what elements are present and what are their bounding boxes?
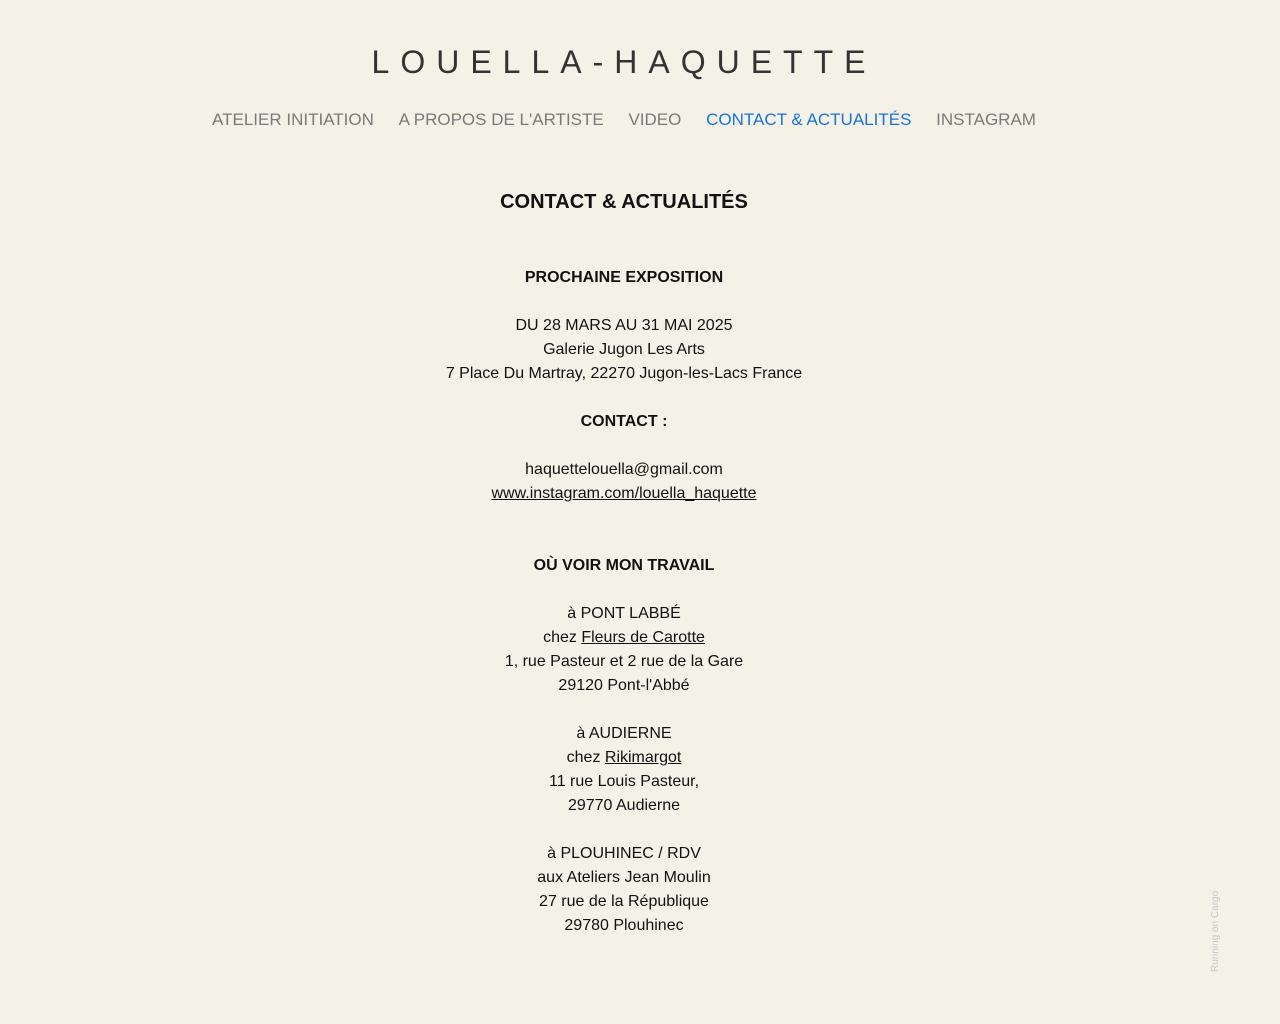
nav-item-instagram[interactable]: INSTAGRAM [936, 110, 1036, 129]
page-title: CONTACT & ACTUALITÉS [500, 191, 748, 213]
contact-title: CONTACT : [580, 413, 668, 430]
site-title[interactable]: LOUELLA-HAQUETTE [371, 44, 877, 80]
nav-item-a-propos[interactable]: A PROPOS DE L'ARTISTE [398, 110, 604, 129]
location-place: à PLOUHINEC / RDV [547, 845, 701, 862]
location-city: 29780 Plouhinec [564, 917, 684, 934]
exhibition-title: PROCHAINE EXPOSITION [524, 269, 724, 286]
running-on-cargo-badge[interactable]: Running on Cargo [1210, 890, 1221, 972]
location-street: 11 rue Louis Pasteur, [548, 773, 700, 790]
location-city: 29120 Pont-l'Abbé [558, 677, 690, 694]
location-prefix: chez [566, 749, 605, 766]
exhibition-venue: Galerie Jugon Les Arts [543, 341, 705, 358]
instagram-link[interactable]: www.instagram.com/louella_haquette [491, 485, 757, 502]
location-place: à AUDIERNE [576, 725, 672, 742]
main-nav [0, 108, 1248, 132]
nav-item-video[interactable]: VIDEO [628, 110, 682, 129]
location-prefix: chez [543, 629, 582, 646]
shop-link-rikimargot[interactable]: Rikimargot [604, 749, 682, 766]
location-shop-line [0, 626, 1248, 650]
location-city: 29770 Audierne [567, 797, 681, 814]
nav-item-atelier-initiation[interactable]: ATELIER INITIATION [212, 110, 374, 129]
exhibition-dates: DU 28 MARS AU 31 MAI 2025 [515, 317, 733, 334]
nav-item-contact[interactable]: CONTACT & ACTUALITÉS [706, 110, 912, 129]
location-place: à PONT LABBÉ [567, 605, 681, 622]
location-venue: aux Ateliers Jean Moulin [537, 869, 711, 886]
location-street: 27 rue de la République [539, 893, 709, 910]
main-content [0, 186, 1248, 938]
location-shop-line [0, 746, 1248, 770]
exhibition-address: 7 Place Du Martray, 22270 Jugon-les-Lacs France [445, 365, 803, 382]
location-street: 1, rue Pasteur et 2 rue de la Gare [504, 653, 744, 670]
contact-email[interactable]: haquettelouella@gmail.com [525, 461, 723, 478]
where-title: OÙ VOIR MON TRAVAIL [533, 557, 715, 574]
shop-link-fleurs-de-carotte[interactable]: Fleurs de Carotte [581, 629, 705, 646]
